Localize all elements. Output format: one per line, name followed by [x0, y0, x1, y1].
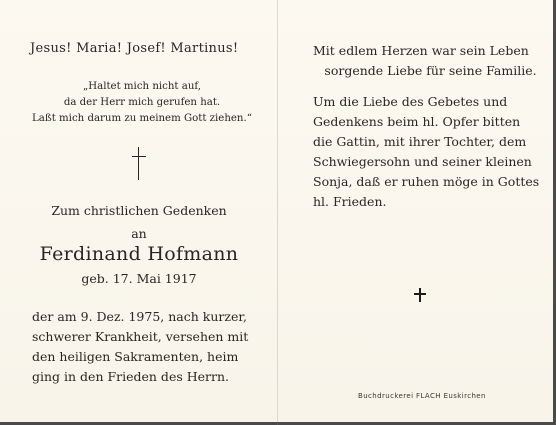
death-line: ging in den Frieden des Herrn. — [32, 369, 229, 384]
latin-cross-icon — [132, 147, 146, 180]
prayer-line: Um die Liebe des Gebetes und — [313, 94, 508, 109]
quote-line: „Haltet mich nicht auf, — [82, 81, 202, 92]
prayer-line: die Gattin, mit ihrer Tochter, dem — [313, 134, 527, 149]
death-notice — [32, 307, 272, 387]
invocation: Jesus! Maria! Josef! Martinus! — [30, 41, 239, 56]
birth-date: geb. 17. Mai 1917 — [81, 271, 197, 286]
prayer-line: Sonja, daß er ruhen möge in Gottes — [313, 174, 540, 189]
death-line: der am 9. Dez. 1975, nach kurzer, — [32, 309, 247, 324]
tribute-verse — [313, 41, 548, 81]
deceased-name: Ferdinand Hofmann — [39, 243, 239, 265]
prayer-line: hl. Frieden. — [313, 194, 387, 209]
cross-icon — [414, 288, 426, 302]
memorial-line: an — [131, 226, 147, 241]
verse-line: sorgende Liebe für seine Familie. — [324, 63, 537, 78]
printer-imprint: Buchdruckerei FLACH Euskirchen — [358, 392, 486, 400]
right-panel — [278, 0, 553, 425]
left-panel — [0, 0, 277, 425]
memorial-line: Zum christlichen Gedenken — [51, 203, 227, 218]
verse-line: Mit edlem Herzen war sein Leben — [313, 43, 529, 58]
death-line: schwerer Krankheit, versehen mit — [32, 329, 249, 344]
prayer-request — [313, 92, 548, 212]
quote-line: da der Herr mich gerufen hat. — [63, 97, 221, 108]
prayer-line: Schwiegersohn und seiner kleinen — [313, 154, 532, 169]
scripture-quote — [22, 79, 262, 127]
quote-line: Laßt mich darum zu meinem Gott ziehen.“ — [32, 113, 252, 124]
death-line: den heiligen Sakramenten, heim — [32, 349, 239, 364]
memorial-heading — [14, 199, 264, 245]
prayer-line: Gedenkens beim hl. Opfer bitten — [313, 114, 521, 129]
